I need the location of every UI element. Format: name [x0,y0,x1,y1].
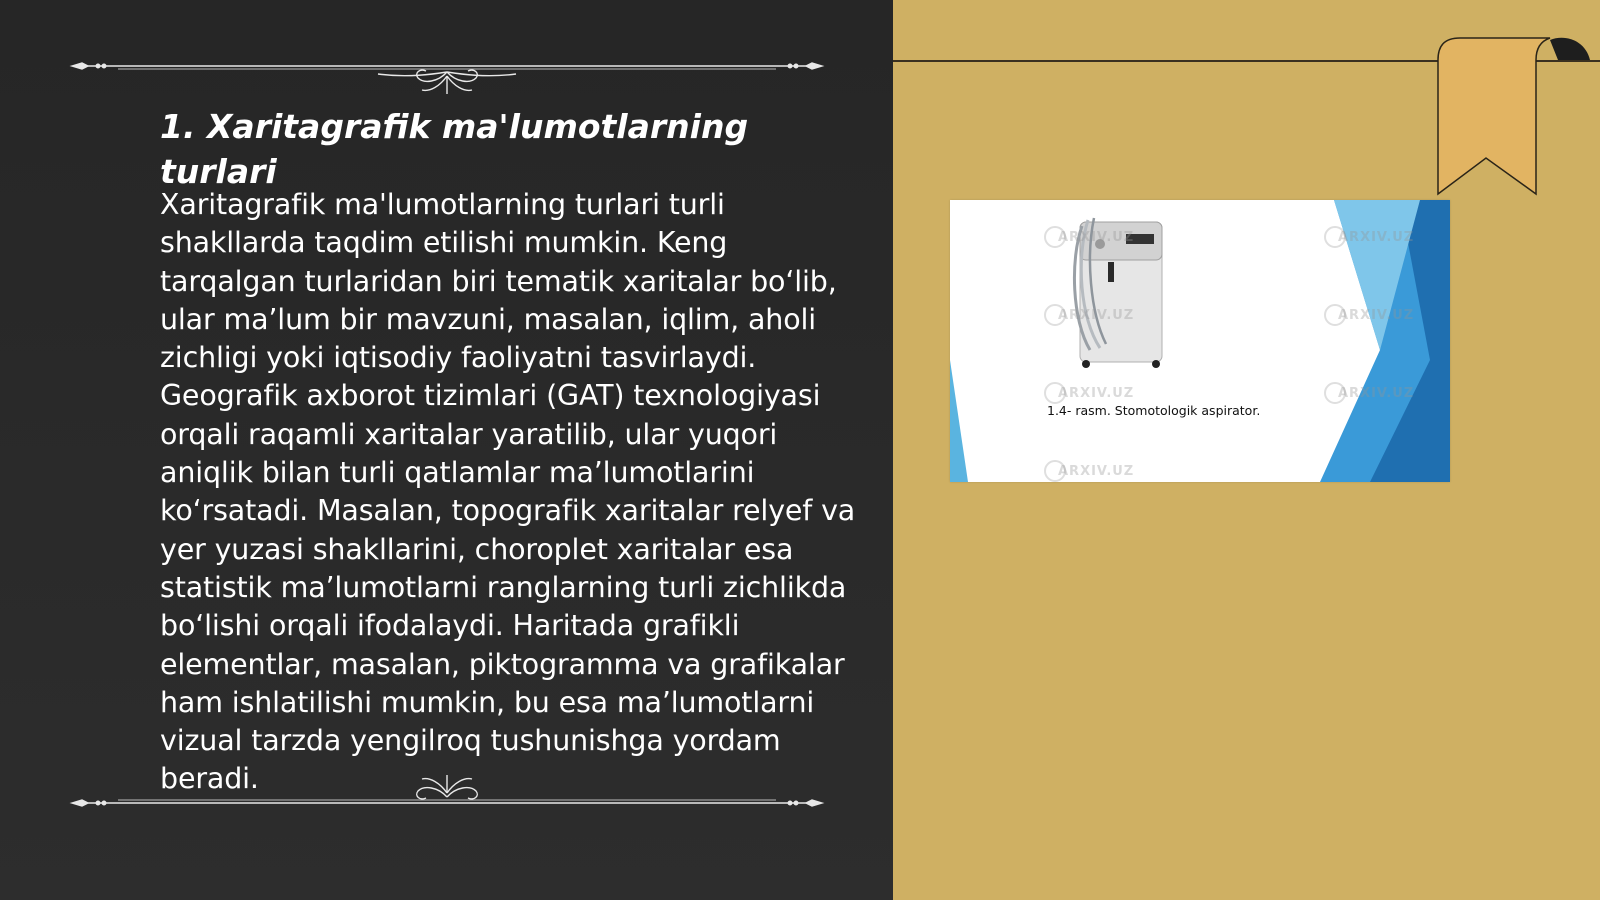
watermark-text: ARXIV.UZ [1058,308,1135,323]
top-ornament-divider [68,36,826,96]
figure-caption: 1.4- rasm. Stomotologik aspirator. [1047,403,1261,418]
watermark-text: ARXIV.UZ [1338,230,1415,245]
watermark-text: ARXIV.UZ [1338,386,1415,401]
watermark-text: ARXIV.UZ [1058,386,1135,401]
bottom-ornament-divider [68,765,826,825]
watermark-text: ARXIV.UZ [1058,230,1135,245]
watermark-text: ARXIV.UZ [1338,308,1415,323]
slide-body-text: Xaritagrafik ma'lumotlarning turlari turli shakllarda taqdim etilishi mumkin. Keng tarqalgan turlaridan biri tematik xaritalar bo‘lib, ular ma’lum bir mavzuni, masalan, iqlim, aholi zichligi yoki iqtisodiy faoliyatni tasvirlaydi. Geografik axborot tizimlari (GAT) texnologiyasi orqali raqamli xaritalar yaratilib, ular yuqori aniqlik bilan turli qatlamlar ma’lumotlarini ko‘rsatadi. Masalan, topografik xaritalar relyef va yer yuzasi shakllarini, choroplet xaritalar esa statistik ma’lumotlarni ranglarning turli zichlikda bo‘lishi orqali ifodalaydi. Haritada grafikli elementlar, masalan, piktogramma va grafikalar ham ishlatilishi mumkin, bu esa ma’lumotlarni vizual tarzda yengilroq tushunishga yordam beradi. [160,188,856,796]
watermark-text: ARXIV.UZ [1058,464,1135,479]
slide-title: 1. Xaritagrafik ma'lumotlarning turlari [160,107,749,191]
figure-image [950,200,1450,482]
bookmark-ribbon-icon [1430,34,1600,200]
